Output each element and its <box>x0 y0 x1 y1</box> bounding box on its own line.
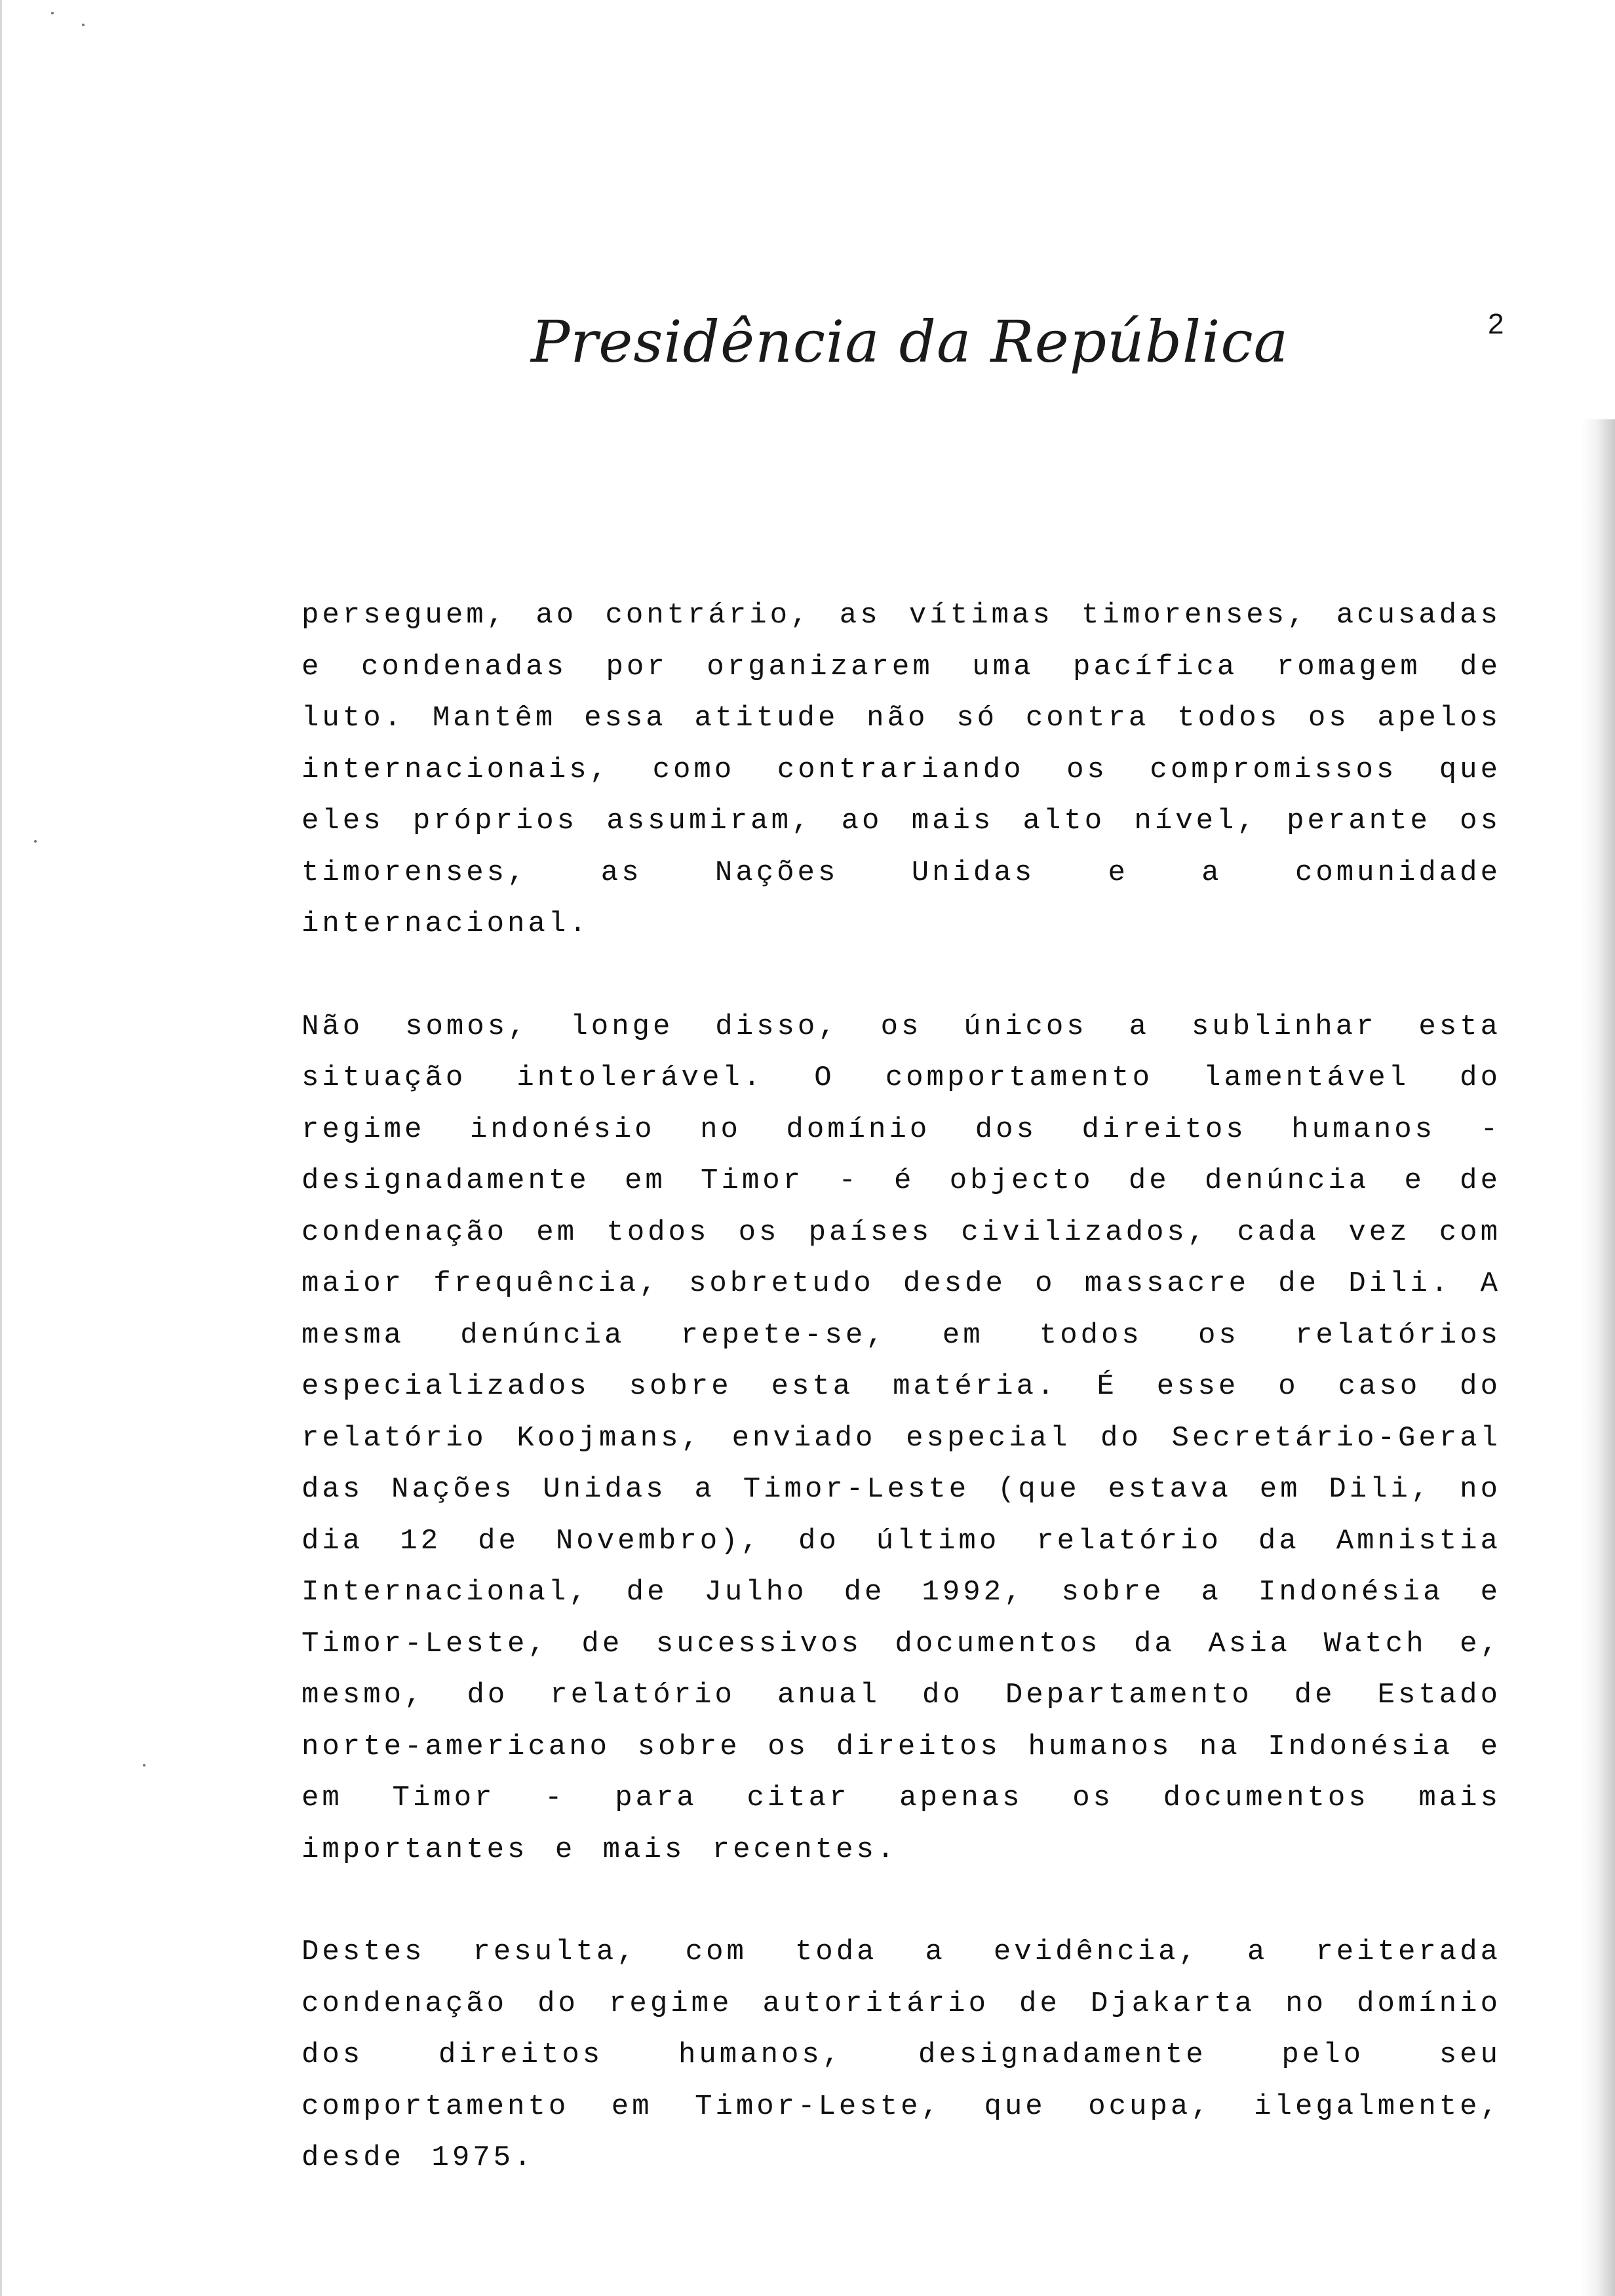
page-left-edge <box>0 0 2 2296</box>
scan-speck <box>82 24 85 26</box>
paragraph-3: Destes resulta, com toda a evidência, a reiterada condenação do regime autoritário de Djakarta no domínio dos direitos humanos, designadamente pelo seu comportamento em Timor-Leste, que ocupa, ilegalmente, desde 1975. <box>302 1936 1501 2174</box>
document-body <box>302 590 1501 2184</box>
paragraph-2: Não somos, longe disso, os únicos a sublinhar esta situação intolerável. O comportamento lamentável do regime indonésio no domínio dos direitos humanos - designadamente em Timor - é objecto de denúncia e de condenação em todos os países civilizados, cada vez com maior frequência, sobretudo desde o massacre de Dili. A mesma denúncia repete-se, em todos os relatórios especializados sobre esta matéria. É esse o caso do relatório Koojmans, enviado especial do Secretário-Geral das Nações Unidas a Timor-Leste (que estava em Dili, no dia 12 de Novembro), do último relatório da Amnistia Internacional, de Julho de 1992, sobre a Indonésia e Timor-Leste, de sucessivos documentos da Asia Watch e, mesmo, do relatório anual do Departamento de Estado norte-americano sobre os direitos humanos na Indonésia e em Timor - para citar apenas os documentos mais importantes e mais recentes. <box>302 1010 1501 1866</box>
page-right-edge-shadow <box>1581 419 1615 2296</box>
scan-speck <box>51 12 54 14</box>
scan-speck <box>143 1764 146 1767</box>
page-number: 2 <box>1488 308 1504 340</box>
paragraph-1: perseguem, ao contrário, as vítimas timorenses, acusadas e condenadas por organizarem uma pacífica romagem de luto. Mantêm essa atitude não só contra todos os apelos internacionais, como contrariando os compromissos que eles próprios assumiram, ao mais alto nível, perante os timorenses, as Nações Unidas e a comunidade internacional. <box>302 599 1501 940</box>
scan-speck <box>34 840 37 843</box>
letterhead-presidencia: Presidência da República <box>531 308 1289 375</box>
